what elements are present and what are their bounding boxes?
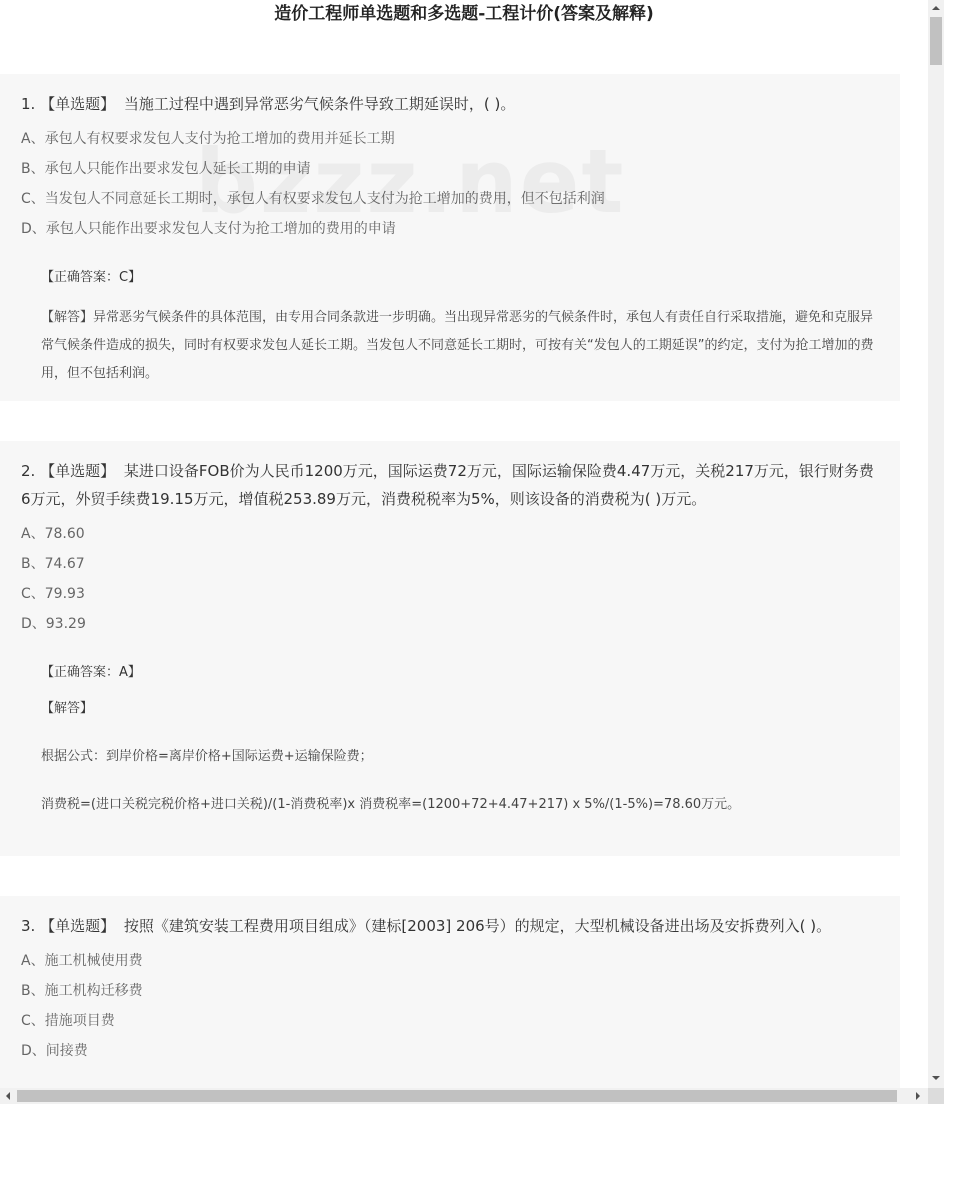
question-text: 按照《建筑安装工程费用项目组成》（建标[2003] 206号）的规定，大型机械设备进出场及安拆费列入( )。 <box>123 917 832 935</box>
scrollbar-corner <box>928 1088 944 1104</box>
vertical-scrollbar[interactable] <box>928 0 944 1088</box>
question-number: 3. <box>21 917 36 935</box>
question-stem <box>21 457 878 513</box>
option-c: C、措施项目费 <box>21 1013 115 1029</box>
option-c: C、79.93 <box>21 586 85 602</box>
page-title: 造价工程师单选题和多选题-工程计价(答案及解释) <box>274 4 654 24</box>
option-a: A、承包人有权要求发包人支付为抢工增加的费用并延长工期 <box>21 131 395 147</box>
correct-answer: 【正确答案：A】 <box>41 665 141 680</box>
question-text: 某进口设备FOB价为人民币1200万元，国际运费72万元，国际运输保险费4.47万元，关税217万元，银行财务费6万元，外贸手续费19.15万元，增值税253.89万元，消费税税率为5%，则该设备的消费税为( )万元。 <box>21 462 874 508</box>
formula-line-2: 消费税=(进口关税完税价格+进口关税)/(1-消费税率)x 消费税率=(1200+72+4.47+217) x 5%/(1-5%)=78.60万元。 <box>41 797 741 812</box>
correct-answer: 【正确答案：C】 <box>41 270 142 285</box>
answer-section <box>21 244 878 388</box>
scroll-up-arrow-icon[interactable] <box>932 6 940 10</box>
formula-line-1: 根据公式：到岸价格=离岸价格+国际运费+运输保险费； <box>41 749 373 764</box>
option-b: B、74.67 <box>21 556 85 572</box>
option-d: D、承包人只能作出要求发包人支付为抢工增加的费用的申请 <box>21 221 396 237</box>
question-card-3 <box>0 896 900 1088</box>
question-stem <box>21 912 878 940</box>
question-card-2 <box>0 441 900 856</box>
option-d: D、间接费 <box>21 1043 88 1059</box>
answer-section <box>21 639 878 815</box>
question-number: 2. <box>21 462 36 480</box>
option-b: B、施工机构迁移费 <box>21 983 143 999</box>
vertical-scroll-thumb[interactable] <box>930 17 942 65</box>
question-type: 【单选题】 <box>40 95 116 113</box>
scroll-down-arrow-icon[interactable] <box>932 1076 940 1080</box>
explanation: 【解答】异常恶劣气候条件的具体范围，由专用合同条款进一步明确。当出现异常恶劣的气候条件时，承包人有责任自行采取措施，避免和克服异常气候条件造成的损失，同时有权要求发包人延长工期。当发包人不同意延长工期时，可按有关“发包人的工期延误”的约定，支付为抢工增加的费用，但不包括利润。 <box>41 310 874 381</box>
question-number: 1. <box>21 95 36 113</box>
scroll-left-arrow-icon[interactable] <box>6 1092 10 1100</box>
option-c: C、当发包人不同意延长工期时，承包人有权要求发包人支付为抢工增加的费用，但不包括利润 <box>21 191 605 207</box>
question-type: 【单选题】 <box>40 917 116 935</box>
question-text: 当施工过程中遇到异常恶劣气候条件导致工期延误时，( )。 <box>123 95 516 113</box>
explanation-heading: 【解答】 <box>41 701 94 716</box>
option-a: A、78.60 <box>21 526 85 542</box>
option-d: D、93.29 <box>21 616 86 632</box>
question-stem <box>21 90 878 118</box>
question-card-1 <box>0 74 900 401</box>
horizontal-scroll-thumb[interactable] <box>17 1090 897 1102</box>
horizontal-scrollbar[interactable] <box>0 1088 928 1104</box>
question-type: 【单选题】 <box>40 462 116 480</box>
option-a: A、施工机械使用费 <box>21 953 143 969</box>
option-b: B、承包人只能作出要求发包人延长工期的申请 <box>21 161 311 177</box>
scroll-right-arrow-icon[interactable] <box>916 1092 920 1100</box>
